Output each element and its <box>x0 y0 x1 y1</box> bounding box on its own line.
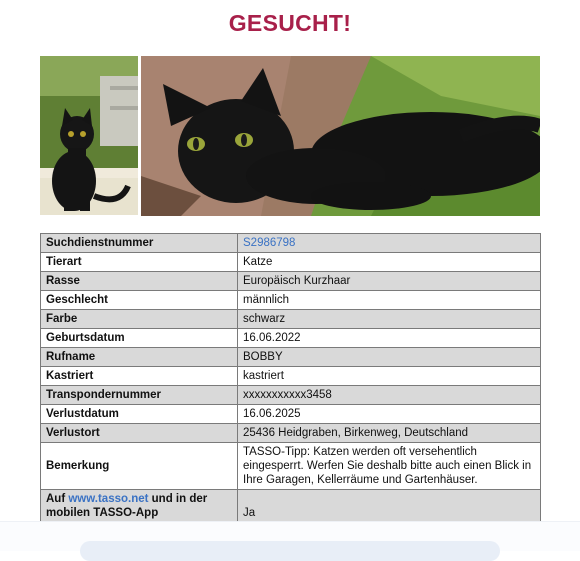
row-value: kastriert <box>238 367 541 386</box>
row-value: Katze <box>238 253 541 272</box>
page-title: GESUCHT! <box>228 10 352 36</box>
tasso-website-link[interactable]: www.tasso.net <box>68 493 149 505</box>
row-label: Geburtsdatum <box>41 329 238 348</box>
pet-info-table <box>40 233 541 537</box>
table-row <box>41 348 541 367</box>
row-value-publish: Ja <box>238 490 541 537</box>
table-row <box>41 405 541 424</box>
row-label: Farbe <box>41 310 238 329</box>
table-row <box>41 386 541 405</box>
row-label: Rasse <box>41 272 238 291</box>
row-label: Transpondernummer <box>41 386 238 405</box>
publish-label-suffix: und in der mobilen TASSO-App <box>46 493 208 519</box>
row-value: schwarz <box>238 310 541 329</box>
cat-lying-image <box>141 56 540 216</box>
cat-sitting-image <box>40 56 138 215</box>
row-label: Kastriert <box>41 367 238 386</box>
cat-photo-small[interactable] <box>40 56 138 215</box>
row-label: Bemerkung <box>41 443 238 490</box>
row-label: Suchdienstnummer <box>41 234 238 253</box>
table-row <box>41 367 541 386</box>
row-label: Tierart <box>41 253 238 272</box>
row-value <box>238 234 541 253</box>
publish-label-prefix: Auf <box>46 493 69 505</box>
row-value: 16.06.2022 <box>238 329 541 348</box>
row-value: männlich <box>238 291 541 310</box>
table-row <box>41 310 541 329</box>
row-label: Verlustort <box>41 424 238 443</box>
table-row <box>41 253 541 272</box>
row-label: Verlustdatum <box>41 405 238 424</box>
table-row <box>41 291 541 310</box>
row-value: BOBBY <box>238 348 541 367</box>
row-value: 16.06.2025 <box>238 405 541 424</box>
pet-info-table-body <box>41 234 541 537</box>
row-value: TASSO-Tipp: Katzen werden oft versehentlich eingesperrt. Werfen Sie deshalb bitte auch einen Blick in Ihre Garagen, Kellerräume und Gartenhäuser. <box>238 443 541 490</box>
table-row <box>41 329 541 348</box>
table-row <box>41 424 541 443</box>
cat-photo-large[interactable] <box>141 56 540 216</box>
bottom-action-bar[interactable] <box>80 541 500 561</box>
search-number-link[interactable]: S2986798 <box>243 237 296 249</box>
table-row <box>41 443 541 490</box>
table-row <box>41 272 541 291</box>
row-value: 25436 Heidgraben, Birkenweg, Deutschland <box>238 424 541 443</box>
row-label: Rufname <box>41 348 238 367</box>
row-value: Europäisch Kurzhaar <box>238 272 541 291</box>
table-row <box>41 234 541 253</box>
row-value: xxxxxxxxxxx3458 <box>238 386 541 405</box>
row-label: Geschlecht <box>41 291 238 310</box>
